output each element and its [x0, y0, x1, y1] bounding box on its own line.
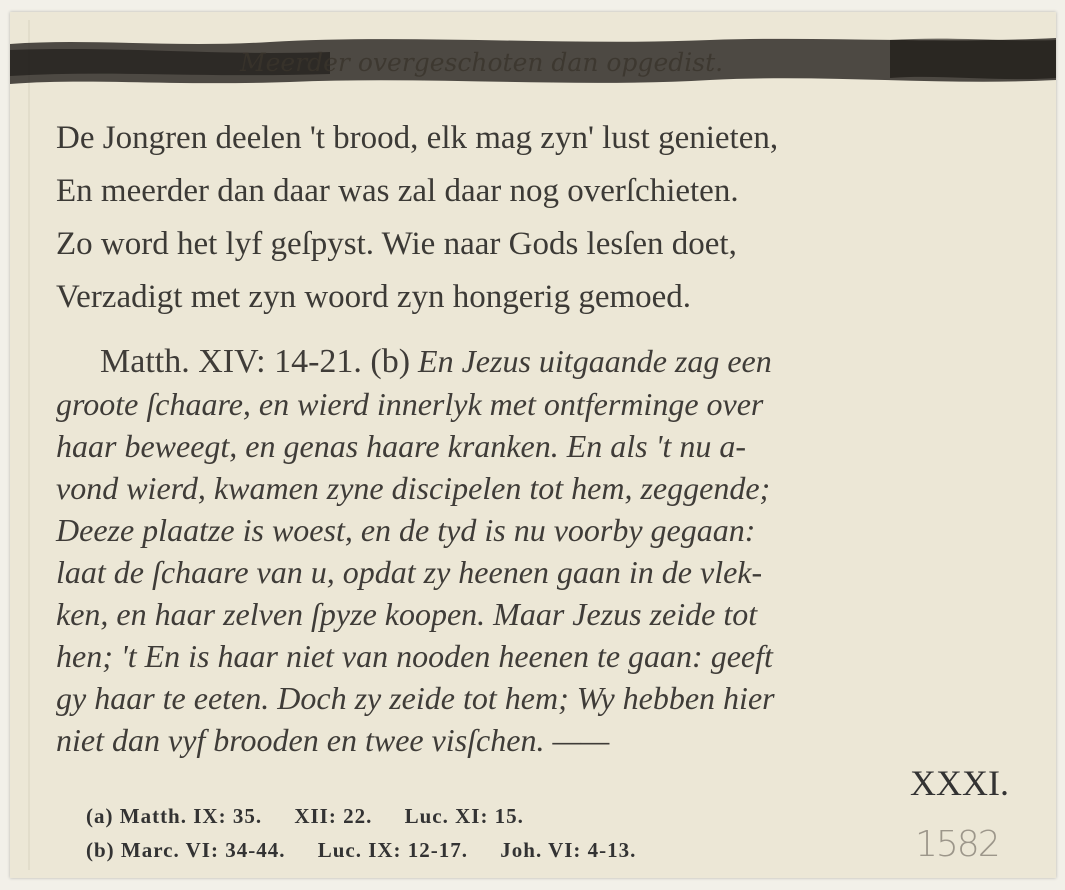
scripture-reference: Matth. XIV: 14-21. (b)	[100, 343, 411, 380]
scripture-line: hen; 't En is haar niet van nooden heenen te gaan: geeft	[56, 638, 773, 674]
footnote-ref: Marc. VI: 34-44.	[120, 838, 286, 862]
verse-line: De Jongren deelen 't brood, elk mag zyn' lust genieten,	[56, 120, 779, 156]
verse-line: Zo word het lyf geſpyst. Wie naar Gods lesſen doet,	[56, 226, 737, 262]
scripture-line: gy haar te eeten. Doch zy zeide tot hem; Wy hebben hier	[56, 680, 775, 716]
scripture-line: groote ſchaare, en wierd innerlyk met ontferminge over	[56, 386, 764, 422]
scripture-line: vond wierd, kwamen zyne discipelen tot hem, zeggende;	[56, 470, 771, 506]
scripture-line: Deeze plaatze is woest, en de tyd is nu voorby gegaan:	[56, 512, 756, 548]
scripture-line: En Jezus uitgaande zag een	[418, 343, 772, 379]
footnote-ref: XII: 22.	[294, 804, 373, 828]
footnote-ref: Luc. IX: 12-17.	[317, 838, 469, 862]
footnotes	[86, 799, 636, 867]
footnote-a	[86, 799, 636, 833]
verse-line: En meerder dan daar was zal daar nog overſchieten.	[56, 173, 739, 209]
footnote-b	[86, 833, 636, 867]
scripture-line: ken, en haar zelven ſpyze koopen. Maar Jezus zeide tot	[56, 596, 758, 632]
inventory-number: 1582	[915, 824, 999, 865]
paper-clipping	[10, 12, 1056, 878]
verse-block	[56, 112, 778, 324]
scripture-line: laat de ſchaare van u, opdat zy heenen gaan in de vlek-	[56, 554, 763, 590]
footnote-ref: Matth. IX: 35.	[119, 804, 263, 828]
header-fragment: Meerder overgeschoten dan opgedist.	[240, 48, 724, 77]
verse-line: Verzadigt met zyn woord zyn hongerig gemoed.	[56, 279, 692, 315]
footnote-marker: (a)	[86, 804, 114, 828]
scripture-block	[56, 340, 775, 761]
footnote-ref: Luc. XI: 15.	[404, 804, 524, 828]
footnote-ref: Joh. VI: 4-13.	[500, 838, 637, 862]
page-number: XXXI.	[910, 763, 1009, 803]
footnote-marker: (b)	[86, 838, 115, 862]
scripture-line: niet dan vyf brooden en twee visſchen. ——	[56, 722, 610, 758]
scripture-line: haar beweegt, en genas haare kranken. En als 't nu a-	[56, 428, 746, 464]
